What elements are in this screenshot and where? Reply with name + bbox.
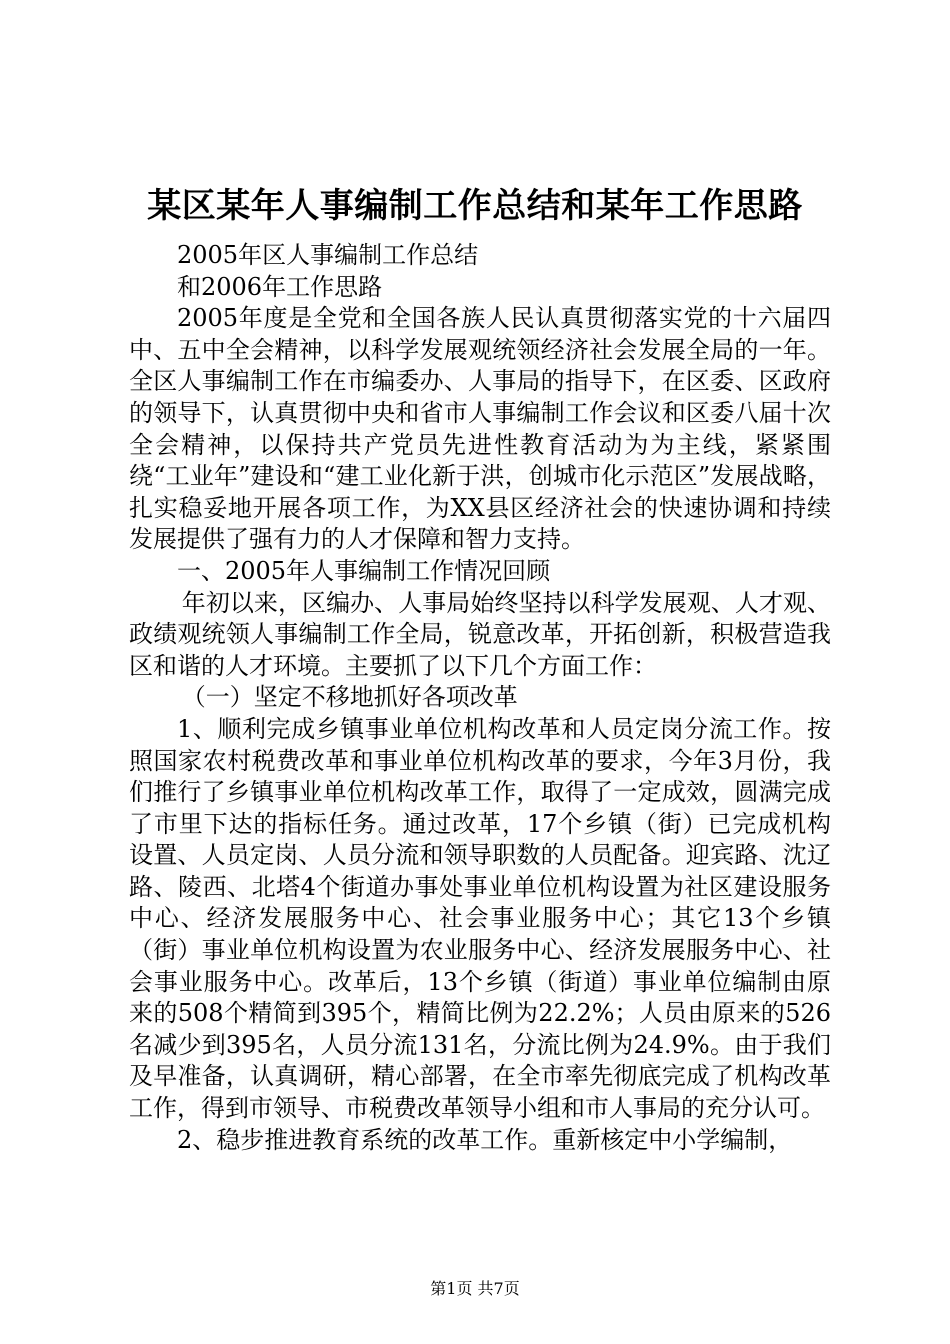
page-title: 某区某年人事编制工作总结和某年工作思路 bbox=[147, 186, 803, 226]
subsection-heading: （一）坚定不移地抓好各项改革 bbox=[181, 683, 518, 712]
page-footer: 第1页 共7页 bbox=[430, 1279, 520, 1298]
document-body bbox=[129, 240, 831, 1156]
section-heading: 一、2005年人事编制工作情况回顾 bbox=[177, 556, 551, 585]
item-2-paragraph: 2、稳步推进教育系统的改革工作。重新核定中小学编制， bbox=[177, 1125, 793, 1154]
subtitle-line-1: 2005年区人事编制工作总结 bbox=[177, 241, 479, 269]
overview-paragraph: 年初以来，区编办、人事局始终坚持以科学发展观、人才观、政绩观统领人事编制工作全局，锐意改革，开拓创新，积极营造我区和谐的人才环境。主要抓了以下几个方面工作： bbox=[129, 588, 831, 680]
item-1-paragraph: 1、顺利完成乡镇事业单位机构改革和人员定岗分流工作。按照国家农村税费改革和事业单位机构改革的要求，今年3月份，我们推行了乡镇事业单位机构改革工作，取得了一定成效，圆满完成了市里下达的指标任务。通过改革，17个乡镇（街）已完成机构设置、人员定岗、人员分流和领导职数的人员配备。迎宾路、沈辽路、陵西、北塔4个街道办事处事业单位机构设置为社区建设服务中心、经济发展服务中心、社会事业服务中心；其它13个乡镇（街）事业单位机构设置为农业服务中心、经济发展服务中心、社会事业服务中心。改革后，13个乡镇（街道）事业单位编制由原来的508个精简到395个，精简比例为22.2%；人员由原来的526名减少到395名，人员分流131名，分流比例为24.9%。由于我们及早准备，认真调研，精心部署，在全市率先彻底完成了机构改革工作，得到市领导、市税费改革领导小组和市人事局的充分认可。 bbox=[129, 714, 831, 1123]
intro-paragraph: 2005年度是全党和全国各族人民认真贯彻落实党的十六届四中、五中全会精神，以科学发展观统领经济社会发展全局的一年。全区人事编制工作在市编委办、人事局的指导下，在区委、区政府的领导下，认真贯彻中央和省市人事编制工作会议和区委八届十次全会精神，以保持共产党员先进性教育活动为为主线，紧紧围绕“工业年”建设和“建工业化新于洪，创城市化示范区”发展战略，扎实稳妥地开展各项工作，为XX县区经济社会的快速协调和持续发展提供了强有力的人才保障和智力支持。 bbox=[129, 304, 831, 554]
subtitle-line-2: 和2006年工作思路 bbox=[177, 272, 383, 301]
